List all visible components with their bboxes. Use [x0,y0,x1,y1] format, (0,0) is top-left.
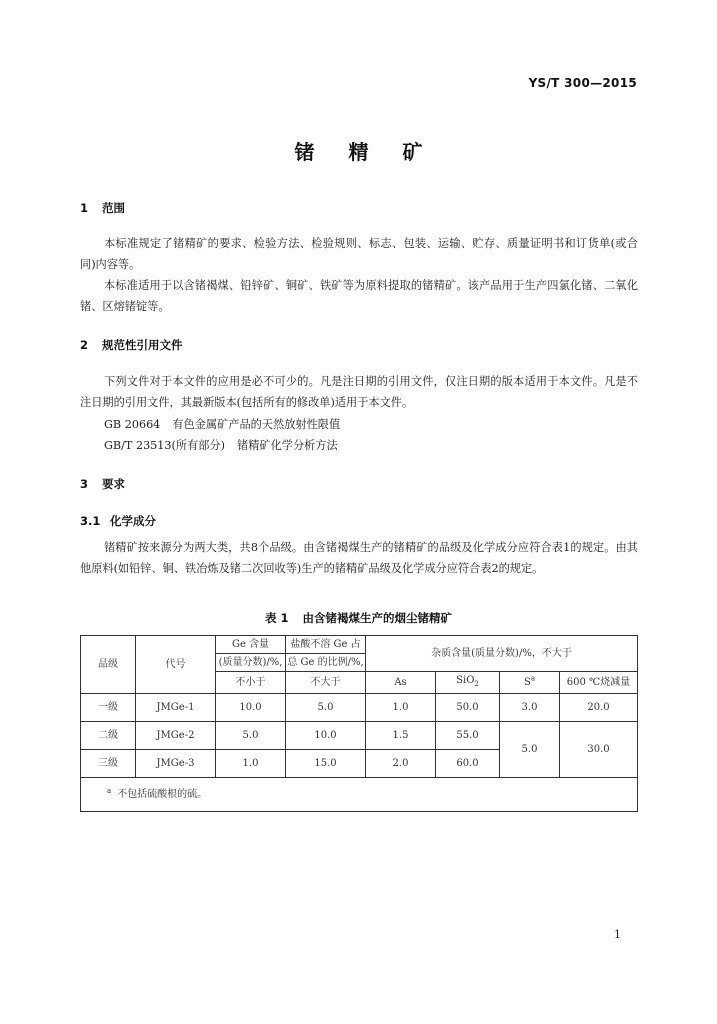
header-ge-line-1: Ge 含量 [216,636,286,654]
header-sio2-base: SiO [456,675,475,686]
header-sio2-subscript: 2 [474,680,479,688]
section-3-1-heading [80,513,156,529]
reference-code: GB 20664 [104,418,161,431]
cell-sio2: 55.0 [436,722,500,750]
cell-code: JMGe-3 [136,750,216,778]
cell-code: JMGe-2 [136,722,216,750]
reference-title: 有色金属矿产品的天然放射性限值 [172,418,341,431]
section-1-paragraph-2: 本标准适用于以含锗褐煤、铅锌矿、铜矿、铁矿等为原料提取的锗精矿。该产品用于生产四氯化锗、二氧化锗、区熔锗锭等。 [80,279,638,313]
table-header-row [81,636,638,654]
header-acid-line-2: 总 Ge 的比例/%, [286,654,366,672]
footnote-text: 不包括硫酸根的硫。 [117,789,208,800]
footnote-mark: a [107,786,112,795]
table-1 [80,635,638,812]
section-1-heading [80,200,125,216]
cell-s: 3.0 [500,694,560,722]
section-number: 3.1 [80,514,101,528]
table-row [81,694,638,722]
cell-acid: 15.0 [286,750,366,778]
header-ge-line-3: 不小于 [216,672,286,694]
header-acid-line-1: 盐酸不溶 Ge 占 [286,636,366,654]
header-as: As [366,672,436,694]
cell-ge: 1.0 [216,750,286,778]
section-number: 2 [80,338,89,352]
cell-grade: 二级 [81,722,136,750]
page-number: 1 [614,928,621,941]
cell-s-merged: 5.0 [500,722,560,778]
reference-title: 锗精矿化学分析方法 [237,439,338,452]
cell-grade: 三级 [81,750,136,778]
section-3-heading [80,476,125,492]
cell-sio2: 50.0 [436,694,500,722]
header-code: 代号 [136,636,216,694]
section-2-paragraph: 下列文件对于本文件的应用是必不可少的。凡是注日期的引用文件，仅注日期的版本适用于本文件。凡是不注日期的引用文件，其最新版本(包括所有的修改单)适用于本文件。 [80,375,638,409]
table-number: 表 1 [264,611,289,625]
table-footnote-row [81,778,638,812]
standard-code: YS/T 300—2015 [528,76,637,90]
document-title: 锗精矿 [294,140,457,164]
cell-as: 1.5 [366,722,436,750]
reference-item [104,437,338,453]
cell-as: 2.0 [366,750,436,778]
header-impurity: 杂质含量(质量分数)/%，不大于 [366,636,638,672]
section-number: 3 [80,477,89,491]
cell-ge: 5.0 [216,722,286,750]
table-row [81,722,638,750]
header-s-footnote-mark: a [530,674,536,683]
section-1-paragraph-1: 本标准规定了锗精矿的要求、检验方法、检验规则、标志、包装、运输、贮存、质量证明书和订货单(或合同)内容等。 [80,237,638,271]
table-1-title [0,610,717,626]
header-sio2 [436,672,500,694]
cell-acid: 5.0 [286,694,366,722]
header-ge-line-2: (质量分数)/%, [216,654,286,672]
section-3-1-paragraph: 锗精矿按来源分为两大类，共8个品级。由含锗褐煤生产的锗精矿的品级及化学成分应符合表1的规定。由其他原料(如铅锌、铜、铁冶炼及锗二次回收等)生产的锗精矿品级及化学成分应符合表2的规定。 [80,541,638,575]
cell-grade: 一级 [81,694,136,722]
section-title: 规范性引用文件 [102,338,183,352]
section-2-heading [80,337,183,353]
section-title: 范围 [102,201,125,215]
cell-acid: 10.0 [286,722,366,750]
section-title: 要求 [102,477,125,491]
cell-ge: 10.0 [216,694,286,722]
section-number: 1 [80,201,89,215]
cell-loss: 20.0 [560,694,638,722]
header-acid-line-3: 不大于 [286,672,366,694]
section-title: 化学成分 [110,514,156,528]
cell-code: JMGe-1 [136,694,216,722]
cell-loss-merged: 30.0 [560,722,638,778]
cell-as: 1.0 [366,694,436,722]
table-footnote [81,778,638,812]
reference-code: GB/T 23513(所有部分) [104,439,226,452]
table-caption: 由含锗褐煤生产的烟尘锗精矿 [302,611,452,625]
reference-item [104,416,340,432]
header-loss: 600 ℃烧减量 [560,672,638,694]
header-grade: 品级 [81,636,136,694]
header-s [500,672,560,694]
header-s-base: S [523,677,531,688]
cell-sio2: 60.0 [436,750,500,778]
